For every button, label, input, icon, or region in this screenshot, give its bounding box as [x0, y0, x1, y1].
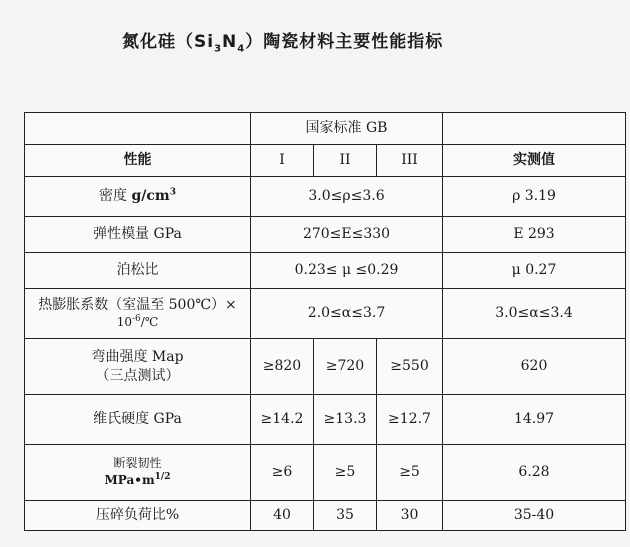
grade-2-value: 35	[314, 501, 377, 531]
spec-value: 3.0≤ρ≤3.6	[251, 177, 443, 217]
measured-value: 620	[443, 339, 626, 395]
header-grade-1: I	[251, 145, 314, 177]
header-row-grades	[25, 145, 626, 177]
spec-value: 270≤E≤330	[251, 217, 443, 253]
row-label: 压碎负荷比%	[25, 501, 251, 531]
table-row-vickers-hardness	[25, 395, 626, 445]
spec-value: 0.23≤ μ ≤0.29	[251, 253, 443, 289]
properties-table	[24, 112, 626, 531]
table-row-poisson-ratio	[25, 253, 626, 289]
grade-1-value: 40	[251, 501, 314, 531]
grade-3-value: ≥5	[377, 445, 443, 501]
row-label: 泊松比	[25, 253, 251, 289]
header-property: 性能	[25, 145, 251, 177]
header-row-standard	[25, 113, 626, 145]
grade-2-value: ≥5	[314, 445, 377, 501]
row-label: 维氏硬度 GPa	[25, 395, 251, 445]
measured-value: ρ 3.19	[443, 177, 626, 217]
grade-2-value: ≥13.3	[314, 395, 377, 445]
header-standard: 国家标准 GB	[251, 113, 443, 145]
measured-value: 35-40	[443, 501, 626, 531]
table-row-thermal-expansion	[25, 289, 626, 339]
grade-1-value: ≥820	[251, 339, 314, 395]
page-title: 氮化硅$(Si_3N_4)$陶瓷材料主要性能指标	[122, 32, 444, 55]
measured-value: 6.28	[443, 445, 626, 501]
row-label: 弯曲强度 Map （三点测试）	[25, 339, 251, 395]
header-measured: 实测值	[443, 145, 626, 177]
measured-value: 3.0≤α≤3.4	[443, 289, 626, 339]
measured-value: E 293	[443, 217, 626, 253]
row-label: 密度 $g/cm^3$	[25, 177, 251, 217]
grade-1-value: ≥14.2	[251, 395, 314, 445]
table-row-crush-load-ratio	[25, 501, 626, 531]
header-grade-2: II	[314, 145, 377, 177]
table-row-fracture-toughness	[25, 445, 626, 501]
header-empty-cell	[25, 113, 251, 145]
spec-value: 2.0≤α≤3.7	[251, 289, 443, 339]
table-row-flexural-strength	[25, 339, 626, 395]
row-label: 弹性模量 GPa	[25, 217, 251, 253]
grade-3-value: ≥550	[377, 339, 443, 395]
grade-2-value: ≥720	[314, 339, 377, 395]
table-row-density	[25, 177, 626, 217]
grade-1-value: ≥6	[251, 445, 314, 501]
table-row-elastic-modulus	[25, 217, 626, 253]
measured-value: μ 0.27	[443, 253, 626, 289]
row-label: 热膨胀系数（室温至 500℃）× $10^{-6}/℃$	[25, 289, 251, 339]
header-empty-cell	[443, 113, 626, 145]
row-label: 断裂韧性 $MPa•m^{1/2}$	[25, 445, 251, 501]
header-grade-3: III	[377, 145, 443, 177]
measured-value: 14.97	[443, 395, 626, 445]
grade-3-value: ≥12.7	[377, 395, 443, 445]
grade-3-value: 30	[377, 501, 443, 531]
